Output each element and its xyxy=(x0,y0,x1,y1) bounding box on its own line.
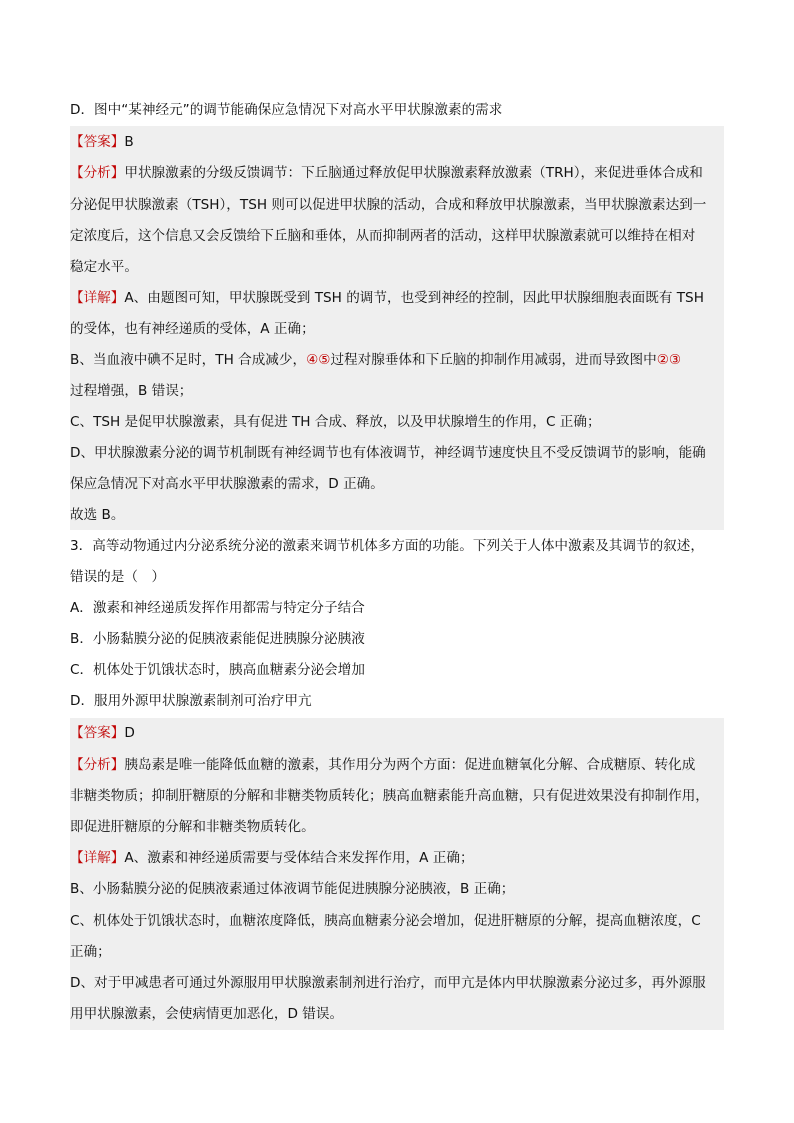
answer-tag: 【答案】 xyxy=(70,134,125,150)
q3-analysis-line-1 xyxy=(70,750,724,781)
detail-tag: 【详解】 xyxy=(70,290,125,306)
q3-detail-line-4: 正确； xyxy=(70,944,111,960)
answer-value: B xyxy=(124,134,134,150)
q3-detail-line-1 xyxy=(70,843,724,874)
q3-detail-line-2: B、小肠黏膜分泌的促胰液素通过体液调节能促进胰腺分泌胰液，B 正确； xyxy=(70,881,515,897)
analysis-text: 胰岛素是唯一能降低血糖的激素，其作用分为两个方面：促进血糖氧化分解、合成糖原、转化成 xyxy=(124,757,696,773)
q2-analysis-line-3: 定浓度后，这个信息又会反馈给下丘脑和垂体，从而抑制两者的活动，这样甲状腺激素就可以维持在相对 xyxy=(70,228,696,244)
circled-numbers-2-3: ②③ xyxy=(656,352,682,368)
q3-option-a: A．激素和神经递质发挥作用都需与特定分子结合 xyxy=(70,600,365,616)
analysis-tag: 【分析】 xyxy=(70,757,125,773)
circled-numbers-4-5: ④⑤ xyxy=(306,352,331,368)
answer-tag: 【答案】 xyxy=(70,725,125,741)
q2-analysis-line-4: 稳定水平。 xyxy=(70,259,138,275)
q3-answer-line xyxy=(70,718,724,749)
q2-detail-d-line-1: D、甲状腺激素分泌的调节机制既有神经调节也有体液调节，神经调节速度快且不受反馈调节的影响，能确 xyxy=(70,445,706,461)
q2-analysis-line-2: 分泌促甲状腺激素（TSH），TSH 则可以促进甲状腺的活动，合成和释放甲状腺激素，当甲状腺激素达到一 xyxy=(70,197,707,213)
q2-detail-b-line-2: 过程增强，B 错误； xyxy=(70,383,193,399)
q3-analysis-line-3: 即促进肝糖原的分解和非糖类物质转化。 xyxy=(70,819,315,835)
q2-detail-d-line-2: 保应急情况下对高水平甲状腺激素的需求，D 正确。 xyxy=(70,476,384,492)
q2-detail-a-line-1 xyxy=(70,283,724,314)
detail-text: A、由题图可知，甲状腺既受到 TSH 的调节，也受到神经的控制，因此甲状腺细胞表面既有 TSH xyxy=(124,290,704,306)
detail-b-pre: B、当血液中碘不足时，TH 合成减少， xyxy=(70,352,307,368)
q2-answer-line xyxy=(70,127,724,158)
q3-detail-line-3: C、机体处于饥饿状态时，血糖浓度降低，胰高血糖素分泌会增加，促进肝糖原的分解，提高血糖浓度，C xyxy=(70,913,701,929)
detail-tag: 【详解】 xyxy=(70,850,125,866)
q2-option-d: D．图中“某神经元”的调节能确保应急情况下对高水平甲状腺激素的需求 xyxy=(70,102,503,118)
analysis-text: 甲状腺激素的分级反馈调节：下丘脑通过释放促甲状腺激素释放激素（TRH），来促进垂体合成和 xyxy=(124,165,703,181)
q3-option-c: C．机体处于饥饿状态时，胰高血糖素分泌会增加 xyxy=(70,662,365,678)
q3-stem-line-1: 3．高等动物通过内分泌系统分泌的激素来调节机体多方面的功能。下列关于人体中激素及其调节的叙述， xyxy=(70,538,704,554)
q3-option-d: D．服用外源甲状腺激素制剂可治疗甲亢 xyxy=(70,693,312,709)
q3-stem-line-2: 错误的是（ ） xyxy=(70,569,166,585)
q2-detail-b-line-1 xyxy=(70,345,724,376)
q3-option-b: B．小肠黏膜分泌的促胰液素能促进胰腺分泌胰液 xyxy=(70,631,365,647)
q3-detail-line-5: D、对于甲减患者可通过外源服用甲状腺激素制剂进行治疗，而甲亢是体内甲状腺激素分泌过多，再外源服 xyxy=(70,975,706,991)
detail-b-mid: 过程对腺垂体和下丘脑的抑制作用减弱，进而导致图中 xyxy=(330,352,657,368)
q3-analysis-line-2: 非糖类物质；抑制肝糖原的分解和非糖类物质转化；胰高血糖素能升高血糖，只有促进效果没有抑制作用， xyxy=(70,788,709,804)
q2-detail-c: C、TSH 是促甲状腺激素，具有促进 TH 合成、释放，以及甲状腺增生的作用，C 正确； xyxy=(70,414,601,430)
q2-detail-a-line-2: 的受体，也有神经递质的受体，A 正确； xyxy=(70,321,315,337)
answer-value: D xyxy=(124,725,135,741)
q2-analysis-line-1 xyxy=(70,158,724,189)
analysis-tag: 【分析】 xyxy=(70,165,125,181)
q3-detail-line-6: 用甲状腺激素，会使病情更加恶化，D 错误。 xyxy=(70,1006,344,1022)
q2-conclusion: 故选 B。 xyxy=(70,507,125,523)
detail-text: A、激素和神经递质需要与受体结合来发挥作用，A 正确； xyxy=(124,850,474,866)
